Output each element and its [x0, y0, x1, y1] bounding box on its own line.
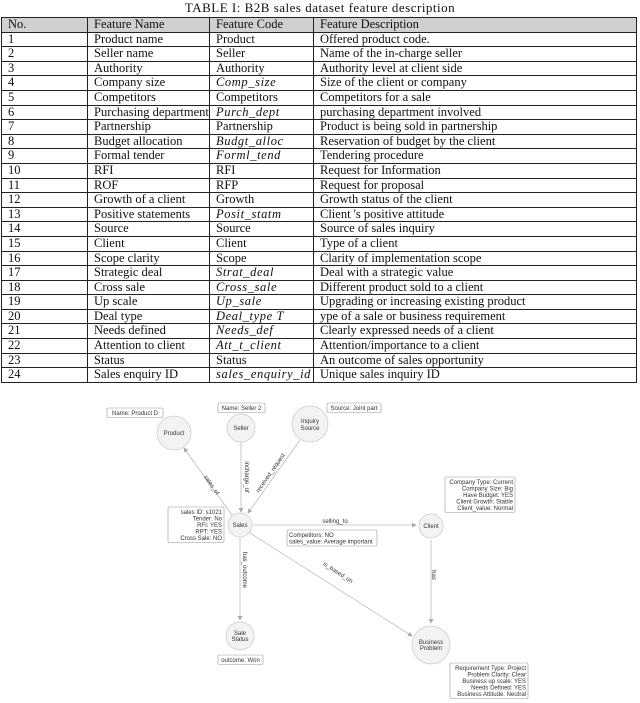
feature-description: Deal with a strategic value: [314, 266, 637, 281]
feature-description: Unique sales inquiry ID: [314, 368, 637, 383]
property-text: Requirement Type: Project: [455, 666, 526, 672]
row-number: 15: [2, 236, 88, 251]
feature-description: Product is being sold in partnership: [314, 120, 637, 135]
property-text: RPT: YES: [195, 529, 222, 536]
table-row: [2, 149, 637, 164]
property-text: Business Attitude: Neutral: [457, 692, 526, 698]
node-label: Status: [231, 637, 249, 643]
feature-code: Status: [210, 353, 314, 368]
table-row: [2, 222, 637, 237]
feature-code: Comp_size: [210, 76, 314, 91]
property-text: outcome: Won: [221, 658, 260, 664]
feature-code: Authority: [210, 61, 314, 76]
feature-name: Partnership: [88, 120, 210, 135]
row-number: 12: [2, 193, 88, 208]
feature-code: Posit_statm: [210, 207, 314, 222]
edge-label: has_outcome: [241, 551, 247, 589]
property-text: Cross Sale: NO: [180, 536, 222, 542]
property-text: Company Type: Current: [449, 480, 513, 486]
feature-name: Budget allocation: [88, 134, 210, 149]
feature-description: purchasing department involved: [314, 105, 637, 120]
row-number: 14: [2, 222, 88, 237]
table-row: [2, 90, 637, 105]
property-text: Company Size: Big: [461, 486, 513, 493]
feature-table: [1, 17, 637, 383]
table-row: [2, 193, 637, 208]
feature-name: Purchasing department: [88, 105, 210, 120]
row-number: 17: [2, 266, 88, 281]
feature-name: Attention to client: [88, 339, 210, 354]
feature-name: Sales enquiry ID: [88, 368, 210, 383]
feature-description: Client 's positive attitude: [314, 207, 637, 222]
row-number: 1: [2, 32, 88, 47]
feature-description: Type of a client: [314, 236, 637, 251]
feature-code: sales_enquiry_id: [210, 368, 314, 383]
table-row: [2, 61, 637, 76]
feature-name: Deal type: [88, 309, 210, 324]
row-number: 4: [2, 76, 88, 91]
feature-description: Attention/importance to a client: [314, 339, 637, 354]
feature-code: Seller: [210, 47, 314, 62]
feature-description: Tendering procedure: [314, 149, 637, 164]
feature-name: RFI: [88, 163, 210, 178]
feature-code: Client: [210, 236, 314, 251]
table-row: [2, 163, 637, 178]
feature-description: Authority level at client side: [314, 61, 637, 76]
row-number: 18: [2, 280, 88, 295]
feature-name: Authority: [88, 61, 210, 76]
feature-description: Size of the client or company: [314, 76, 637, 91]
table-row: [2, 266, 637, 281]
feature-description: Reservation of budget by the client: [314, 134, 637, 149]
feature-description: Offered product code.: [314, 32, 637, 47]
feature-code: RFI: [210, 163, 314, 178]
feature-code: Needs_def: [210, 324, 314, 339]
node-label: Sale: [233, 631, 247, 637]
row-number: 5: [2, 90, 88, 105]
row-number: 22: [2, 339, 88, 354]
node-label: Problem: [419, 646, 443, 652]
node-label: Source: [300, 426, 320, 432]
header-feature-name: Feature Name: [88, 18, 210, 33]
property-text: Competitors: NO: [289, 533, 334, 539]
feature-code: Purch_dept: [210, 105, 314, 120]
row-number: 6: [2, 105, 88, 120]
feature-description: Clearly expressed needs of a client: [314, 324, 637, 339]
header-feature-code: Feature Code: [210, 18, 314, 33]
edge-label: incharge_of: [243, 461, 249, 493]
feature-name: Client: [88, 236, 210, 251]
feature-code: Partnership: [210, 120, 314, 135]
table-header-row: [2, 18, 637, 33]
property-text: Client Growth: Stable: [456, 499, 513, 506]
feature-description: Growth status of the client: [314, 193, 637, 208]
feature-name: Growth of a client: [88, 193, 210, 208]
table-row: [2, 368, 637, 383]
feature-code: Cross_sale: [210, 280, 314, 295]
table-row: [2, 105, 637, 120]
table-row: [2, 324, 637, 339]
row-number: 11: [2, 178, 88, 193]
row-number: 7: [2, 120, 88, 135]
feature-name: ROF: [88, 178, 210, 193]
table-row: [2, 134, 637, 149]
feature-description: An outcome of sales opportunity: [314, 353, 637, 368]
feature-name: Formal tender: [88, 149, 210, 164]
feature-description: ype of a sale or business requirement: [314, 309, 637, 324]
row-number: 9: [2, 149, 88, 164]
property-text: RFI: YES: [197, 523, 222, 529]
table-row: [2, 47, 637, 62]
property-text: Name: Seller 2: [221, 406, 262, 412]
row-number: 13: [2, 207, 88, 222]
edge-label: has: [430, 570, 436, 580]
header-no: No.: [2, 18, 88, 33]
feature-code: Forml_tend: [210, 149, 314, 164]
node-label: Seller: [233, 426, 249, 432]
header-feature-description: Feature Description: [314, 18, 637, 33]
feature-name: Up scale: [88, 295, 210, 310]
row-number: 19: [2, 295, 88, 310]
feature-name: Strategic deal: [88, 266, 210, 281]
feature-name: Seller name: [88, 47, 210, 62]
row-number: 21: [2, 324, 88, 339]
table-caption: TABLE I: B2B sales dataset feature description: [184, 0, 456, 15]
table-row: [2, 295, 637, 310]
feature-code: Source: [210, 222, 314, 237]
feature-code: Up_sale: [210, 295, 314, 310]
edge-sales-problem: [250, 533, 412, 636]
feature-code: Deal_type T: [210, 309, 314, 324]
feature-name: Positive statements: [88, 207, 210, 222]
node-label: Business: [418, 640, 444, 646]
table-row: [2, 353, 637, 368]
feature-code: Scope: [210, 251, 314, 266]
feature-code: Product: [210, 32, 314, 47]
property-text: Business up scale: YES: [462, 679, 526, 685]
feature-description: Name of the in-charge seller: [314, 47, 637, 62]
feature-name: Scope clarity: [88, 251, 210, 266]
table-row: [2, 339, 637, 354]
feature-name: Cross sale: [88, 280, 210, 295]
edge-label: sales_of: [201, 474, 220, 497]
feature-code: Budgt_alloc: [210, 134, 314, 149]
edge-label: is_based_on: [321, 561, 354, 585]
feature-name: Needs defined: [88, 324, 210, 339]
feature-name: Status: [88, 353, 210, 368]
property-text: sales_value: Average important: [289, 539, 373, 546]
property-text: Source: Joint part: [330, 406, 378, 412]
property-text: Name: Product D: [111, 411, 159, 417]
feature-code: Growth: [210, 193, 314, 208]
feature-code: Competitors: [210, 90, 314, 105]
feature-name: Company size: [88, 76, 210, 91]
feature-description: Competitors for a sale: [314, 90, 637, 105]
feature-description: Upgrading or increasing existing product: [314, 295, 637, 310]
table-row: [2, 32, 637, 47]
node-label: Client: [423, 524, 439, 530]
node-label: Inquiry: [300, 419, 320, 425]
row-number: 2: [2, 47, 88, 62]
table-row: [2, 236, 637, 251]
row-number: 8: [2, 134, 88, 149]
table-row: [2, 309, 637, 324]
property-text: Have Budget: YES: [463, 493, 513, 499]
sales-knowledge-graph: [0, 390, 640, 703]
row-number: 16: [2, 251, 88, 266]
edge-source-sales: [248, 440, 300, 513]
feature-code: RFP: [210, 178, 314, 193]
table-row: [2, 251, 637, 266]
property-text: Problem Clarity: Clear: [467, 672, 526, 679]
table-row: [2, 178, 637, 193]
property-text: sales ID: s1021: [180, 510, 222, 516]
row-number: 23: [2, 353, 88, 368]
feature-code: Att_t_client: [210, 339, 314, 354]
feature-description: Source of sales inquiry: [314, 222, 637, 237]
row-number: 3: [2, 61, 88, 76]
row-number: 20: [2, 309, 88, 324]
feature-name: Source: [88, 222, 210, 237]
feature-description: Clarity of implementation scope: [314, 251, 637, 266]
feature-name: Product name: [88, 32, 210, 47]
property-text: Tender: No: [192, 516, 222, 523]
table-row: [2, 207, 637, 222]
edge-label: selling_to: [322, 519, 348, 525]
feature-description: Request for Information: [314, 163, 637, 178]
property-text: Needs Defined: YES: [471, 685, 526, 692]
row-number: 10: [2, 163, 88, 178]
node-label: Sales: [232, 523, 248, 529]
table-row: [2, 120, 637, 135]
table-row: [2, 76, 637, 91]
feature-name: Competitors: [88, 90, 210, 105]
feature-description: Request for proposal: [314, 178, 637, 193]
table-row: [2, 280, 637, 295]
feature-code: Strat_deal: [210, 266, 314, 281]
edge-label: received_request: [255, 452, 287, 495]
node-label: Product: [163, 431, 185, 437]
row-number: 24: [2, 368, 88, 383]
feature-description: Different product sold to a client: [314, 280, 637, 295]
property-text: Client_value: Normal: [457, 506, 513, 512]
